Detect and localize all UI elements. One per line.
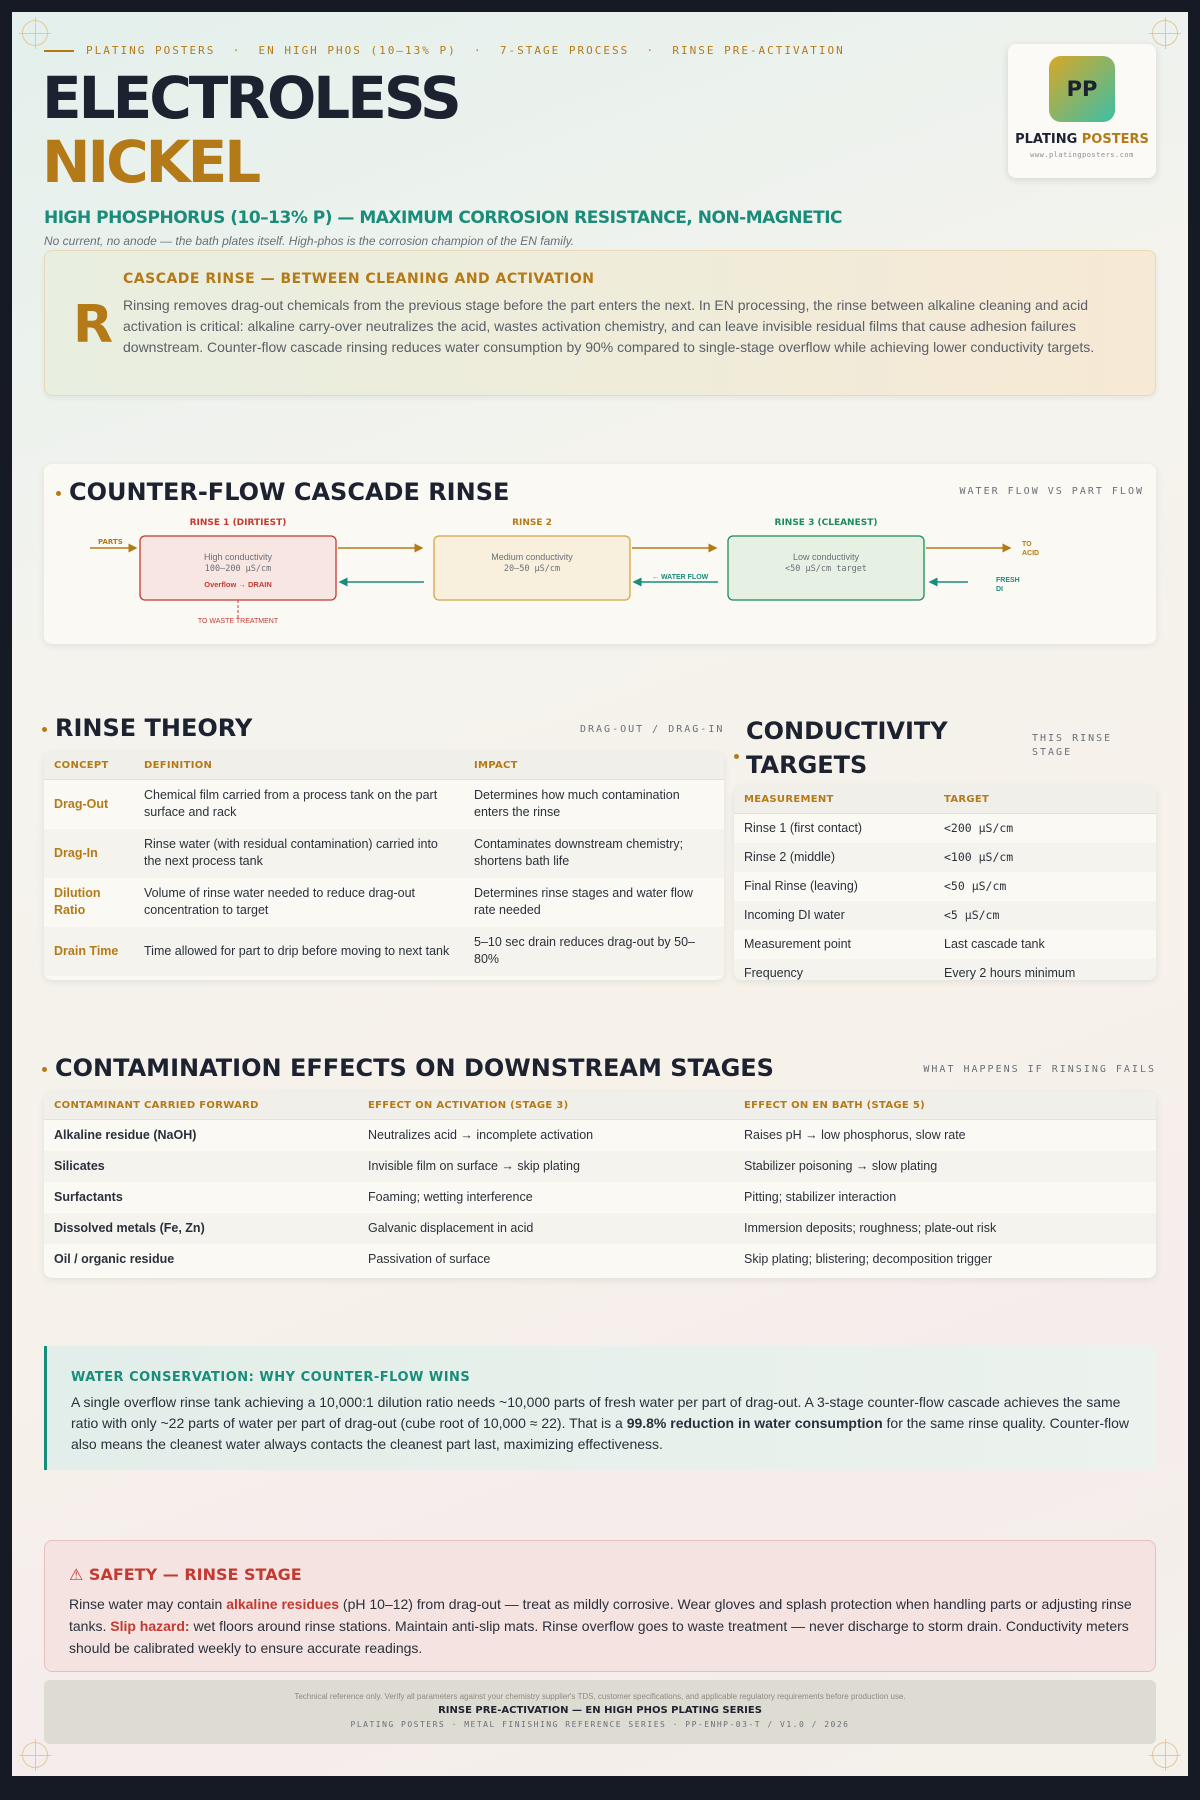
page-title-line2: NICKEL <box>42 128 259 196</box>
theory-header-impact: IMPACT <box>464 752 724 780</box>
conductivity-note <box>1032 732 1112 760</box>
contamination-title-text: CONTAMINATION EFFECTS ON DOWNSTREAM STAGES <box>55 1054 774 1082</box>
theory-impact: Determines how much contamination enters the rinse <box>474 788 680 820</box>
contaminant-name: Silicates <box>44 1151 358 1182</box>
logo-mark: PP <box>1049 56 1115 122</box>
corner-mark-bl <box>22 1742 48 1768</box>
contaminant-name: Oil / organic residue <box>54 1251 175 1266</box>
contamination-header-bath: EFFECT ON EN BATH (STAGE 5) <box>734 1092 1156 1120</box>
water-text-a: A single overflow rinse tank achieving a 10,000:1 dilution ratio needs ~10,000 parts of fresh water per part of drag-out. A 3-stage counter-flow cascade achieves the same ratio with only ~22 parts of water per part of drag-out (cube root of 10,000 ≈ 22). That is a <box>71 1394 1121 1431</box>
conductivity-title-line1: CONDUCTIVITY <box>746 717 948 745</box>
contaminant-name: Dissolved metals (Fe, Zn) <box>44 1213 358 1244</box>
tank-3-line1: Low conductivity <box>792 552 860 562</box>
theory-note: DRAG-OUT / DRAG-IN <box>580 724 725 735</box>
water-text-b: for the same rinse quality. Counter-flow also means the cleanest water always contacts the cleanest part last, maximizing effectiveness. <box>71 1415 1130 1452</box>
intro-text: Rinsing removes drag-out chemicals from the previous stage before the part enters the next. In EN processing, the rinse between alkaline cleaning and acid activation is critical: alkaline carry-over neutralizes the acid, wastes activation chemistry, and can leave invisible residual films that cause adhesion failures downstream. Counter-flow cascade rinsing reduces water consumption by 90% compared to single-stage overflow while achieving lower conductivity targets. <box>123 297 1095 355</box>
logo-name-part2: POSTERS <box>1081 132 1149 147</box>
conductivity-target: <50 µS/cm <box>944 879 1007 893</box>
conductivity-target: Last cascade tank <box>944 937 1045 951</box>
bath-effect: Immersion deposits; roughness; plate-out risk <box>734 1213 1156 1244</box>
intro-drop-letter: R <box>73 295 114 355</box>
tank-1-title: RINSE 1 (DIRTIEST) <box>189 518 287 528</box>
conductivity-target: <100 µS/cm <box>934 843 1156 872</box>
table-row <box>734 814 1156 844</box>
activation-effect: Foaming; wetting interference <box>368 1189 533 1204</box>
theory-impact: 5–10 sec drain reduces drag-out by 50–80% <box>464 927 724 976</box>
breadcrumb-dash <box>44 50 74 52</box>
to-acid-l2: ACID <box>1022 550 1040 557</box>
theory-table-card <box>44 752 724 980</box>
logo-name <box>1008 132 1156 147</box>
theory-concept: Drag-Out <box>54 796 109 811</box>
contaminant-name: Alkaline residue (NaOH) <box>54 1127 197 1142</box>
conductivity-header-measurement: MEASUREMENT <box>734 786 934 814</box>
footer <box>44 1680 1156 1744</box>
cascade-card <box>44 464 1156 644</box>
breadcrumb <box>44 44 845 57</box>
theory-impact: Contaminates downstream chemistry; shortens bath life <box>464 829 724 878</box>
table-row <box>44 780 724 829</box>
footer-title: RINSE PRE-ACTIVATION — EN HIGH PHOS PLATING SERIES <box>438 1705 762 1716</box>
table-row <box>734 843 1156 872</box>
contamination-note: WHAT HAPPENS IF RINSING FAILS <box>923 1064 1156 1075</box>
safety-t2: (pH 10–12) from drag-out — treat as mildly corrosive. Wear gloves and splash protection when handling parts or adjusting rinse tanks. <box>69 1596 1132 1634</box>
page-tagline: No current, no anode — the bath plates itself. High-phos is the corrosion champion of the EN family. <box>44 234 575 248</box>
table-row <box>44 829 724 878</box>
conductivity-table <box>734 786 1156 980</box>
contamination-header-activation: EFFECT ON ACTIVATION (STAGE 3) <box>358 1092 734 1120</box>
conductivity-measurement: Incoming DI water <box>734 901 934 930</box>
conductivity-header-target: TARGET <box>934 786 1156 814</box>
contamination-header-contaminant: CONTAMINANT CARRIED FORWARD <box>44 1092 358 1120</box>
fresh-di-label <box>996 576 1020 594</box>
tank-1-overflow: Overflow → DRAIN <box>204 580 272 589</box>
theory-concept: Dilution Ratio <box>54 886 101 917</box>
fresh-di-l1: FRESH <box>996 577 1020 584</box>
theory-definition: Time allowed for part to drip before moving to next tank <box>134 927 464 976</box>
water-flow-label: ← WATER FLOW <box>652 574 709 581</box>
activation-effect: Galvanic displacement in acid <box>358 1213 734 1244</box>
corner-mark-tl <box>22 20 48 46</box>
water-text-bold: 99.8% reduction in water consumption <box>626 1415 883 1431</box>
safety-card <box>44 1540 1156 1672</box>
conductivity-table-card <box>734 786 1156 980</box>
safety-highlight-slip: Slip hazard: <box>110 1618 190 1634</box>
corner-mark-br <box>1152 1742 1178 1768</box>
conductivity-measurement: Final Rinse (leaving) <box>744 879 858 893</box>
contamination-table-card <box>44 1092 1156 1278</box>
to-acid-l1: TO <box>1022 541 1032 548</box>
logo-card <box>1008 44 1156 178</box>
safety-t1: Rinse water may contain <box>69 1596 227 1612</box>
tank-3-title: RINSE 3 (CLEANEST) <box>774 518 878 528</box>
table-row <box>44 1244 1156 1275</box>
table-row <box>44 878 724 927</box>
corner-mark-tr <box>1152 20 1178 46</box>
theory-definition: Volume of rinse water needed to reduce drag-out concentration to target <box>144 886 416 917</box>
to-acid-label <box>1022 540 1039 558</box>
contamination-table <box>44 1092 1156 1275</box>
activation-effect: Invisible film on surface → skip plating <box>358 1151 734 1182</box>
logo-name-part1: PLATING <box>1015 132 1082 147</box>
intro-title: CASCADE RINSE — BETWEEN CLEANING AND ACTIVATION <box>123 271 595 287</box>
parts-label: PARTS <box>98 538 123 546</box>
safety-highlight-alkaline: alkaline residues <box>226 1596 340 1612</box>
page-subtitle: HIGH PHOSPHORUS (10–13% P) — MAXIMUM CORROSION RESISTANCE, NON-MAGNETIC <box>44 208 842 228</box>
table-row <box>44 1151 1156 1182</box>
contamination-title <box>42 1054 774 1082</box>
theory-header-definition: DEFINITION <box>134 752 464 780</box>
tank-2-title: RINSE 2 <box>512 518 552 528</box>
table-row <box>44 927 724 976</box>
conductivity-note-l1: THIS RINSE <box>1032 733 1113 744</box>
theory-title <box>42 714 252 742</box>
table-row <box>44 1182 1156 1213</box>
conductivity-title <box>734 714 948 782</box>
table-row <box>44 1213 1156 1244</box>
bath-effect: Raises pH → low phosphorus, slow rate <box>744 1127 966 1142</box>
tank-1-line1: High conductivity <box>203 552 273 562</box>
breadcrumb-text: PLATING POSTERS · EN HIGH PHOS (10–13% P) · 7-STAGE PROCESS · RINSE PRE-ACTIVATION <box>86 44 845 57</box>
conductivity-measurement: Rinse 1 (first contact) <box>744 821 863 835</box>
theory-impact: Determines rinse stages and water flow rate needed <box>474 886 693 917</box>
bath-effect: Skip plating; blistering; decomposition trigger <box>744 1251 993 1266</box>
safety-text <box>69 1593 1139 1659</box>
tank-3-line2: <50 µS/cm target <box>785 564 867 574</box>
tank-2-line1: Medium conductivity <box>491 552 573 562</box>
waste-label: TO WASTE TREATMENT <box>197 618 279 625</box>
conductivity-title-line2: TARGETS <box>746 751 868 779</box>
table-row <box>734 901 1156 930</box>
activation-effect: Passivation of surface <box>368 1251 491 1266</box>
safety-title: ⚠ SAFETY — RINSE STAGE <box>69 1565 302 1584</box>
table-row <box>734 872 1156 901</box>
conductivity-measurement: Rinse 2 (middle) <box>734 843 934 872</box>
table-row <box>734 930 1156 959</box>
conductivity-measurement: Measurement point <box>744 937 852 951</box>
theory-table <box>44 752 724 976</box>
cascade-note: WATER FLOW VS PART FLOW <box>959 486 1144 497</box>
safety-t3: wet floors around rinse stations. Maintain anti-slip mats. Rinse overflow goes to waste treatment — never discharge to storm drain. Conductivity meters should be calibrated weekly to ensure accurate readings. <box>69 1618 1129 1656</box>
water-text <box>71 1392 1131 1455</box>
theory-definition: Rinse water (with residual contamination) carried into the next process tank <box>134 829 464 878</box>
bath-effect: Pitting; stabilizer interaction <box>744 1189 897 1204</box>
contamination-bullet <box>42 1067 47 1072</box>
poster-page <box>12 12 1188 1776</box>
tank-1-line2: 100–200 µS/cm <box>204 564 272 574</box>
conductivity-bullet <box>734 754 739 759</box>
conductivity-target: <200 µS/cm <box>944 821 1014 835</box>
contaminant-name: Surfactants <box>54 1189 123 1204</box>
theory-concept: Drain Time <box>44 927 134 976</box>
conductivity-note-l2: STAGE <box>1032 747 1073 758</box>
theory-header-concept: CONCEPT <box>44 752 134 780</box>
water-conservation-card <box>44 1346 1156 1470</box>
theory-title-text: RINSE THEORY <box>55 714 253 742</box>
footer-disclaimer: Technical reference only. Verify all parameters against your chemistry supplier's TDS, customer specifications, and applicable regulatory requirements before production use. <box>294 1692 906 1701</box>
conductivity-target: <5 µS/cm <box>934 901 1156 930</box>
intro-card <box>44 250 1156 396</box>
activation-effect: Neutralizes acid → incomplete activation <box>368 1127 594 1142</box>
logo-url: www.platingposters.com <box>1030 151 1134 159</box>
table-row <box>734 959 1156 980</box>
fresh-di-l2: DI <box>996 586 1003 593</box>
theory-definition: Chemical film carried from a process tank on the part surface and rack <box>144 788 438 820</box>
tank-2-line2: 20–50 µS/cm <box>503 564 561 574</box>
page-title-line1: ELECTROLESS <box>42 64 459 132</box>
cascade-title-text: COUNTER-FLOW CASCADE RINSE <box>69 478 510 506</box>
theory-concept: Drag-In <box>44 829 134 878</box>
theory-bullet <box>42 727 47 732</box>
bath-effect: Stabilizer poisoning → slow plating <box>734 1151 1156 1182</box>
conductivity-measurement: Frequency <box>734 959 934 980</box>
conductivity-target: Every 2 hours minimum <box>934 959 1156 980</box>
footer-series: PLATING POSTERS · METAL FINISHING REFERENCE SERIES · PP-ENHP-03-T / V1.0 / 2026 <box>350 1720 850 1729</box>
water-title: WATER CONSERVATION: WHY COUNTER-FLOW WINS <box>71 1370 471 1385</box>
table-row <box>44 1120 1156 1151</box>
